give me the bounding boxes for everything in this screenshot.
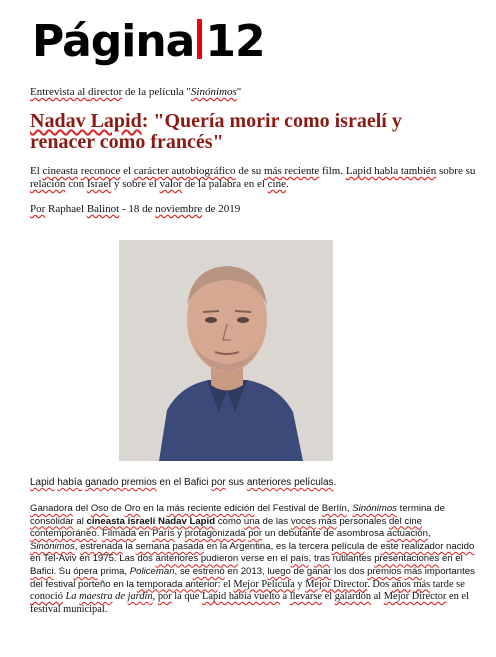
body-word: del cine contemporáneo — [30, 515, 423, 540]
body-word: consolidar — [30, 515, 74, 527]
caption-word: por — [211, 477, 226, 488]
body-film-title: maestra — [79, 591, 113, 603]
caption-text: . — [333, 477, 337, 488]
author-last-name: Balinot — [86, 203, 120, 215]
date-month: noviembre — [155, 203, 203, 215]
body-text: del Festival de — [254, 503, 322, 514]
body-text: . — [96, 528, 103, 540]
lead-word: cineasta — [42, 165, 78, 177]
body-text: verse en el — [238, 553, 291, 565]
body-word: estrenó — [192, 565, 225, 577]
body-film-title: La — [65, 591, 80, 603]
caption-word: Lapid — [30, 477, 55, 488]
lead-text: . — [285, 178, 289, 190]
body-film-title: Sinónimos — [352, 503, 397, 514]
body-text: en la Argentina, es la tercera — [203, 540, 332, 552]
body-text: los dos — [331, 565, 368, 577]
portrait-photo — [119, 240, 333, 461]
body-text: tarde se — [430, 578, 465, 590]
body-bold-name: cineasta israelí Nadav Lapid — [86, 515, 216, 527]
lead-text: con — [65, 178, 87, 190]
lead-word: valor — [159, 178, 183, 190]
body-text: la — [122, 540, 136, 552]
section-line — [30, 85, 241, 99]
body-word: por — [157, 591, 172, 603]
lead-word: cine — [267, 178, 286, 190]
body-text: la que — [171, 591, 202, 603]
body-word: presentaciones — [374, 553, 440, 565]
article-title — [30, 111, 470, 153]
body-word: luego — [267, 565, 291, 577]
lead-word: Israel — [86, 178, 112, 190]
title-name: Nadav Lapid — [30, 110, 142, 132]
body-word: más — [403, 565, 423, 577]
body-film-title: de — [112, 591, 128, 603]
body-text: : el — [217, 578, 234, 590]
lead-word: relación — [30, 178, 66, 190]
body-text: , — [152, 591, 158, 603]
lead-text: y sobre el — [111, 178, 160, 190]
body-word: Berlín — [321, 503, 347, 514]
lead-text: film. — [319, 165, 346, 177]
body-text: . Dos — [367, 578, 392, 590]
body-word: Oro — [124, 503, 141, 514]
caption-word: había — [57, 477, 83, 488]
logo-text-left: Página — [32, 16, 195, 67]
body-word: ópera — [73, 565, 98, 577]
photo-caption — [30, 476, 336, 489]
body-word: por — [248, 528, 263, 540]
body-text: al — [371, 591, 384, 603]
byline-por: Por — [30, 203, 46, 215]
body-text: , se — [174, 565, 193, 577]
lead-text: de su — [235, 165, 264, 177]
body-word: anteriores pudieron — [155, 553, 239, 565]
body-word: más — [413, 578, 431, 590]
body-word: más — [318, 515, 337, 527]
body-text: y — [174, 528, 185, 540]
lead-text: de la palabra en el — [182, 178, 268, 190]
body-text: personales — [336, 515, 389, 527]
body-text: a — [279, 591, 290, 603]
body-word: Oso — [90, 503, 109, 514]
article-lead — [30, 165, 480, 191]
body-word: llevarse — [289, 591, 323, 603]
body-word: voces — [290, 515, 316, 527]
lead-word: reconoce — [80, 165, 121, 177]
body-word: ganar — [306, 565, 332, 577]
body-text: en la — [140, 503, 167, 514]
date-text: - 18 de — [119, 203, 156, 215]
caption-word: anteriores películas — [246, 477, 334, 488]
lead-text: sobre su — [436, 165, 476, 177]
body-word: Filmada — [102, 528, 137, 540]
body-word: semana pasada — [135, 540, 204, 552]
body-text: , — [427, 528, 431, 540]
body-word: Bafici — [30, 565, 54, 577]
article-body — [30, 503, 476, 616]
body-text: termina de — [396, 503, 445, 514]
body-word: una — [243, 515, 260, 527]
body-text: en Tel-Aviv en 1975. Las dos — [30, 553, 156, 565]
body-text: , — [308, 553, 314, 565]
body-text: de — [108, 503, 125, 514]
body-text: al — [73, 515, 87, 527]
body-word: Lapid había vuelto — [201, 591, 280, 603]
body-word: años — [391, 578, 411, 590]
body-word: premios — [367, 565, 402, 577]
lead-text: El — [30, 165, 43, 177]
body-text: en 2013, — [224, 565, 268, 577]
logo-text-right: 12 — [205, 16, 265, 67]
body-text: y — [294, 578, 306, 590]
portrait-illustration — [119, 240, 333, 461]
caption-text: sus — [225, 477, 247, 488]
caption-word: ganado premios — [85, 477, 157, 488]
body-text: prima, — [97, 565, 130, 577]
body-text: como — [215, 515, 244, 527]
logo-red-bar — [197, 19, 202, 59]
body-film-title: Sinónimos — [30, 540, 75, 552]
body-word: Ganadora — [30, 503, 73, 514]
lead-text: el — [120, 165, 134, 177]
caption-text: en el Bafici — [156, 477, 212, 488]
body-word: galardón — [334, 591, 372, 603]
body-text: importantes del festival porteño en la — [30, 565, 475, 590]
body-text: . Su — [53, 565, 74, 577]
body-word: tras — [313, 553, 330, 565]
body-word: Mejor Director — [383, 591, 447, 603]
lead-word: Lapid habla también — [345, 165, 437, 177]
body-text: el — [322, 591, 335, 603]
body-film-title: jardín — [127, 591, 153, 603]
body-text: de — [364, 540, 381, 552]
body-word: este realizador nacido — [380, 540, 475, 552]
body-text: en — [136, 528, 153, 540]
byline — [30, 202, 240, 216]
newspaper-logo[interactable] — [32, 14, 265, 70]
section-film-title: Sinónimos — [190, 86, 237, 98]
body-text: , — [74, 540, 81, 552]
lead-word: más reciente — [263, 165, 320, 177]
section-text: de la película " — [122, 86, 191, 98]
body-word: París — [152, 528, 175, 540]
title-quote: : "Quería morir como israelí y renacer como francés" — [30, 110, 402, 153]
author-first-name: Raphael — [45, 203, 87, 215]
lead-word: carácter autobiográfico — [133, 165, 236, 177]
body-text: , — [346, 503, 353, 514]
body-film-title: Policeman — [129, 565, 175, 577]
body-word: Mejor Director — [305, 578, 368, 590]
body-text: del — [72, 503, 91, 514]
body-word: Mejor Película — [233, 578, 295, 590]
body-text: de — [290, 565, 307, 577]
body-word: más reciente edición — [166, 503, 255, 514]
section-word-entrevista: Entrevista al — [30, 86, 89, 98]
section-word-director: director — [88, 86, 123, 98]
section-quote: " — [236, 86, 242, 98]
body-word: país — [290, 553, 309, 565]
body-word: película — [331, 540, 365, 552]
body-word: estrenada — [80, 540, 123, 552]
body-text: un debutante de asombrosa — [262, 528, 387, 540]
body-text: en el — [439, 553, 463, 565]
body-text: rutilantes — [329, 553, 375, 565]
body-word: conoció — [30, 591, 63, 603]
date-text: de 2019 — [202, 203, 241, 215]
body-text: en el festival municipal. — [30, 591, 469, 615]
body-word: protagonizada — [184, 528, 246, 540]
body-word: temporada anterior — [136, 578, 218, 590]
body-text: de las — [259, 515, 291, 527]
body-word: actuación — [386, 528, 428, 540]
